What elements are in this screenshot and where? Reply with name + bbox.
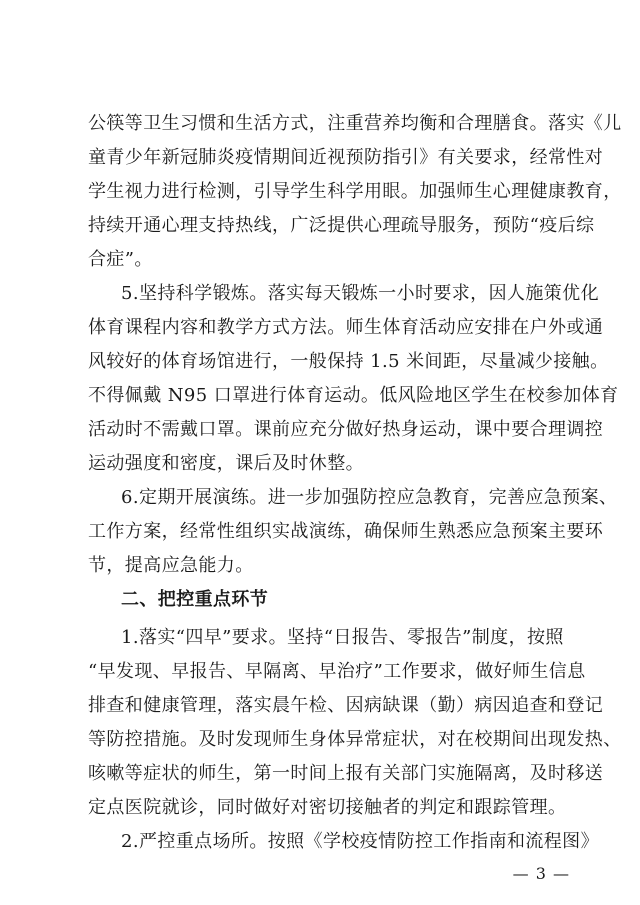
text-line: 不得佩戴 N95 口罩进行体育运动。低风险地区学生在校参加体育 [88, 385, 619, 406]
text-line: 节，提高应急能力。 [88, 555, 254, 576]
text-line: 等防控措施。及时发现师生身体异常症状，对在校期间出现发热、 [88, 729, 622, 750]
text-line: “早发现、早报告、早隔离、早治疗”工作要求，做好师生信息 [88, 661, 586, 682]
text-line: 工作方案，经常性组织实战演练，确保师生熟悉应急预案主要环 [88, 521, 604, 542]
text-line: 定点医院就诊，同时做好对密切接触者的判定和跟踪管理。 [88, 797, 567, 818]
text-line: 风较好的体育场馆进行，一般保持 1.5 米间距，尽量减少接触。 [88, 351, 609, 372]
text-line: 6.定期开展演练。进一步加强防控应急教育，完善应急预案、 [121, 487, 618, 508]
text-line: 学生视力进行检测，引导学生科学用眼。加强师生心理健康教育， [88, 181, 622, 202]
text-line: 排查和健康管理，落实晨午检、因病缺课（勤）病因追查和登记 [88, 695, 604, 716]
text-line: 运动强度和密度，课后及时休整。 [88, 453, 364, 474]
text-line: 2.严控重点场所。按照《学校疫情防控工作指南和流程图》 [121, 831, 599, 852]
page-number: — 3 — [512, 864, 570, 883]
text-line: 5.坚持科学锻炼。落实每天锻炼一小时要求，因人施策优化 [121, 283, 599, 304]
text-line: 公筷等卫生习惯和生活方式，注重营养均衡和合理膳食。落实《儿 [88, 113, 622, 134]
text-line: 咳嗽等症状的师生，第一时间上报有关部门实施隔离，及时移送 [88, 763, 604, 784]
text-line: 体育课程内容和教学方式方法。师生体育活动应安排在户外或通 [88, 317, 604, 338]
text-line: 活动时不需戴口罩。课前应充分做好热身运动，课中要合理调控 [88, 419, 604, 440]
text-line: 1.落实“四早”要求。坚持“日报告、零报告”制度，按照 [121, 627, 564, 648]
text-line: 童青少年新冠肺炎疫情期间近视预防指引》有关要求，经常性对 [88, 147, 604, 168]
text-line: 持续开通心理支持热线，广泛提供心理疏导服务，预防“疫后综 [88, 215, 595, 236]
text-line: 合症”。 [88, 249, 153, 270]
section-heading: 二、把控重点环节 [121, 589, 269, 610]
